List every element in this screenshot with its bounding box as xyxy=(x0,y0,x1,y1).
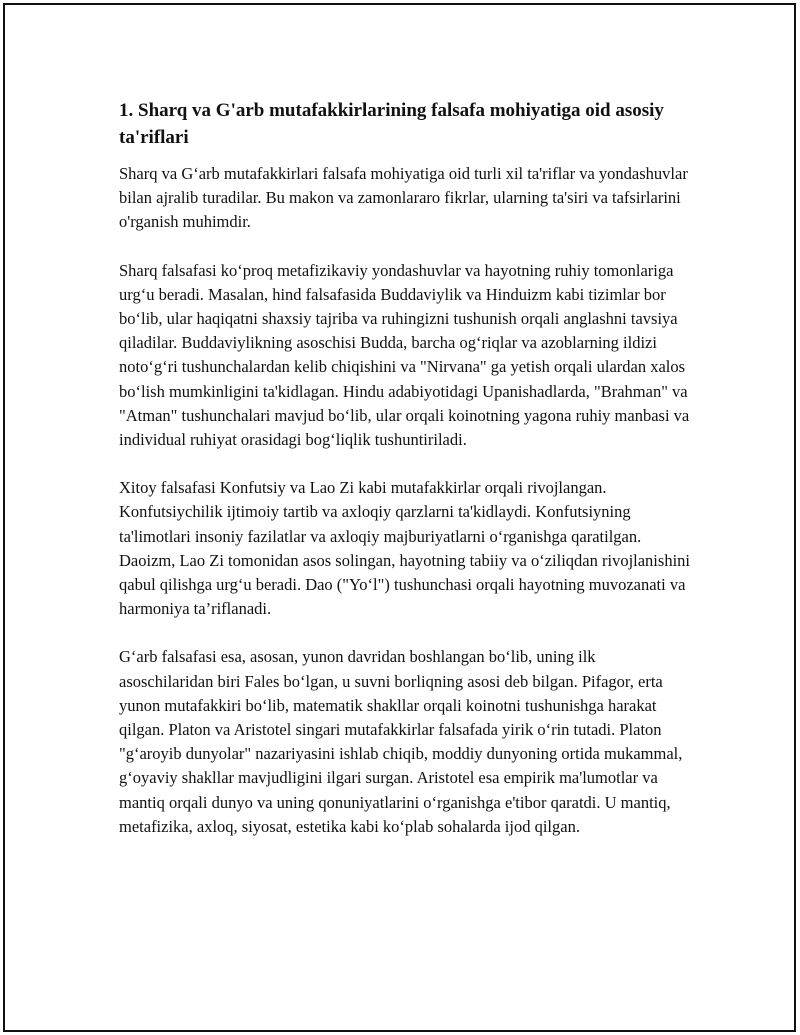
paragraph-intro: Sharq va G‘arb mutafakkirlari falsafa mohiyatiga oid turli xil ta'riflar va yondashuvlar bilan ajralib turadilar. Bu makon va zamonlararo fikrlar, ularning ta'siri va tafsirlarini o'rganish muhimdir. xyxy=(119,164,688,232)
section-heading: 1. Sharq va G'arb mutafakkirlarining falsafa mohiyatiga oid asosiy ta'riflari xyxy=(119,100,664,148)
paragraph-western-philosophy: G‘arb falsafasi esa, asosan, yunon davridan boshlangan bo‘lib, uning ilk asoschilaridan biri Fales bo‘lgan, u suvni borliqning asosi deb bilgan. Pifagor, erta yunon mutafakkiri bo‘lib, matematik shakllar orqali koinotni tushunishga harakat qilgan. Platon va Aristotel singari mutafakkirlar falsafada yirik o‘rin tutadi. Platon "g‘aroyib dunyolar" nazariyasini ishlab chiqib, moddiy dunyoning ortida mukammal, g‘oyaviy shakllar mavjudligini ilgari surgan. Aristotel esa empirik ma'lumotlar va mantiq orqali dunyo va uning qonuniyatlarini o‘rganishga e'tibor qaratdi. U mantiq, metafizika, axloq, siyosat, estetika kabi ko‘plab sohalarda ijod qilgan. xyxy=(119,647,683,836)
document-body xyxy=(119,97,693,863)
paragraph-eastern-philosophy: Sharq falsafasi ko‘proq metafizikaviy yondashuvlar va hayotning ruhiy tomonlariga urg‘u beradi. Masalan, hind falsafasida Buddaviylik va Hinduizm kabi tizimlar bor bo‘lib, ular haqiqatni shaxsiy tajriba va ruhingizni tushunish orqali anglashni tavsiya qiladilar. Buddaviylikning asoschisi Budda, barcha og‘riqlar va azoblarning ildizi noto‘g‘ri tushunchalardan kelib chiqishini va "Nirvana" ga yetish orqali ulardan xalos bo‘lish mumkinligini ta'kidlagan. Hindu adabiyotidagi Upanishadlarda, "Brahman" va "Atman" tushunchalari mavjud bo‘lib, ular orqali koinotning yagona ruhiy manbasi va individual ruhiyat orasidagi bog‘liqlik tushuntiriladi. xyxy=(119,260,690,450)
page-frame xyxy=(3,3,796,1032)
paragraph-chinese-philosophy: Xitoy falsafasi Konfutsiy va Lao Zi kabi mutafakkirlar orqali rivojlangan. Konfutsiychilik ijtimoiy tartib va axloqiy qarzlarni ta'kidlaydi. Konfutsiyning ta'limotlari insoniy fazilatlar va axloqiy majburiyatlarni o‘rganishga qaratilgan. Daoizm, Lao Zi tomonidan asos solingan, hayotning tabiiy va o‘ziliqdan rivojlanishini qabul qilishga urg‘u beradi. Dao ("Yo‘l") tushunchasi orqali hayotning muvozanati va harmoniya ta’riflanadi. xyxy=(119,478,690,619)
